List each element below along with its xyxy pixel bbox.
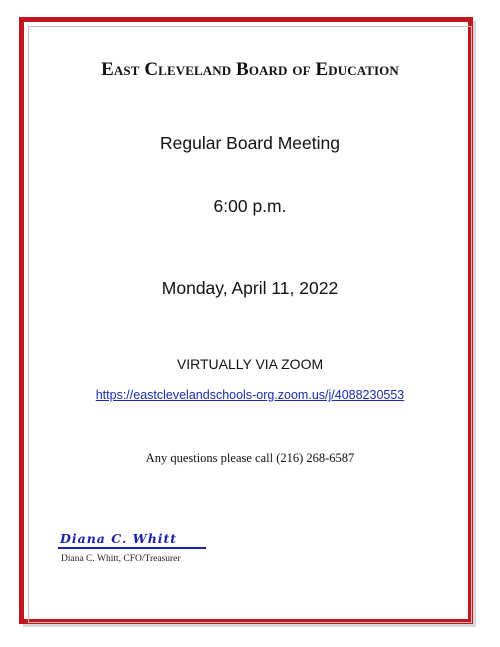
border-shadow-bottom — [23, 624, 476, 627]
page-title: East Cleveland Board of Education — [101, 59, 399, 80]
meeting-time: 6:00 p.m. — [213, 196, 287, 216]
meeting-date: Monday, April 11, 2022 — [161, 278, 339, 298]
signature-line — [58, 547, 206, 549]
signer-title: Diana C. Whitt, CFO/Treasurer — [61, 554, 181, 564]
contact-line: Any questions please call (216) 268-6587 — [145, 451, 355, 465]
zoom-link[interactable]: https://eastclevelandschools-org.zoom.us/j/4088230553 — [95, 388, 405, 402]
border-shadow-right — [473, 21, 476, 627]
signature: Diana C. Whitt — [60, 531, 178, 546]
meeting-type: Regular Board Meeting — [160, 133, 340, 153]
meeting-location: VIRTUALLY VIA ZOOM — [176, 356, 324, 372]
